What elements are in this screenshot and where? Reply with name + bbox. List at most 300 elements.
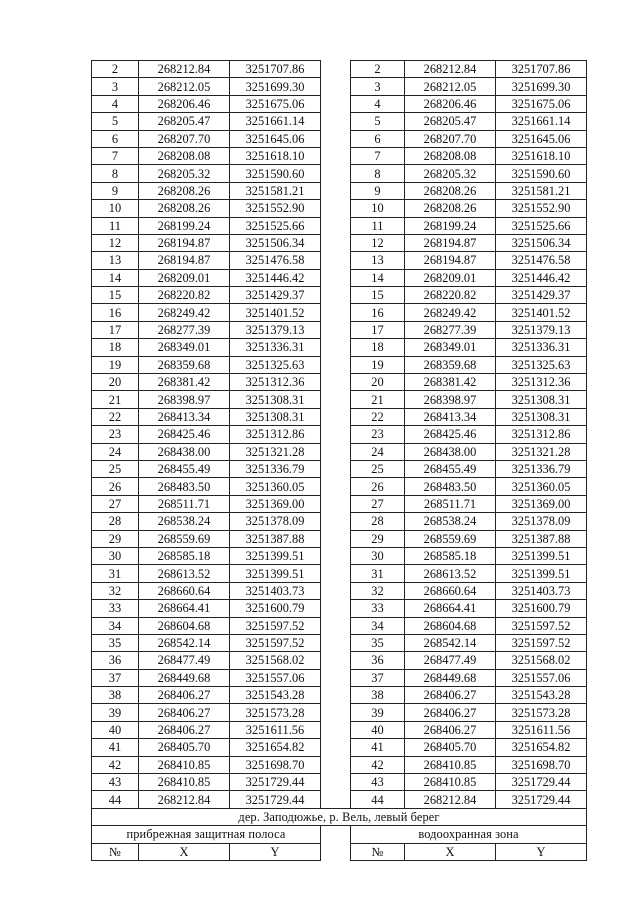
right-point-number-cell: 33 — [351, 600, 405, 617]
right-y-coordinate-cell: 3251369.00 — [496, 495, 587, 512]
table-gap — [321, 339, 351, 356]
right-x-coordinate-cell: 268212.05 — [405, 78, 496, 95]
left-y-coordinate-cell: 3251321.28 — [230, 443, 321, 460]
left-y-coordinate-cell: 3251387.88 — [230, 530, 321, 547]
table-gap — [321, 530, 351, 547]
left-point-number-cell: 22 — [92, 408, 139, 425]
table-gap — [321, 200, 351, 217]
left-x-coordinate-cell: 268359.68 — [139, 356, 230, 373]
table-row — [92, 756, 587, 773]
left-point-number-cell: 39 — [92, 704, 139, 721]
left-point-number-cell: 31 — [92, 565, 139, 582]
left-y-coordinate-cell: 3251446.42 — [230, 269, 321, 286]
table-row — [92, 547, 587, 564]
right-y-coordinate-cell: 3251557.06 — [496, 669, 587, 686]
table-row — [92, 147, 587, 164]
left-y-coordinate-cell: 3251403.73 — [230, 582, 321, 599]
right-y-coordinate-cell: 3251360.05 — [496, 478, 587, 495]
table-row — [92, 774, 587, 791]
table-gap — [321, 547, 351, 564]
table-gap — [321, 460, 351, 477]
table-row — [92, 321, 587, 338]
table-row — [92, 582, 587, 599]
left-point-number-cell: 5 — [92, 113, 139, 130]
table-gap — [321, 843, 351, 860]
left-point-number-cell: 35 — [92, 634, 139, 651]
table-gap — [321, 234, 351, 251]
right-x-coordinate-cell: 268249.42 — [405, 304, 496, 321]
right-y-coordinate-cell: 3251543.28 — [496, 687, 587, 704]
left-x-coordinate-cell: 268199.24 — [139, 217, 230, 234]
right-x-coordinate-cell: 268660.64 — [405, 582, 496, 599]
left-x-coordinate-cell: 268585.18 — [139, 547, 230, 564]
table-gap — [321, 356, 351, 373]
right-y-coordinate-cell: 3251429.37 — [496, 287, 587, 304]
left-x-coordinate-cell: 268208.26 — [139, 200, 230, 217]
left-y-coordinate-cell: 3251729.44 — [230, 774, 321, 791]
right-point-number-cell: 30 — [351, 547, 405, 564]
left-point-number-cell: 19 — [92, 356, 139, 373]
right-point-number-cell: 20 — [351, 374, 405, 391]
left-y-coordinate-cell: 3251308.31 — [230, 391, 321, 408]
table-gap — [321, 61, 351, 78]
right-x-coordinate-cell: 268664.41 — [405, 600, 496, 617]
right-x-coordinate-cell: 268398.97 — [405, 391, 496, 408]
right-point-number-cell: 43 — [351, 774, 405, 791]
right-point-number-cell: 35 — [351, 634, 405, 651]
left-y-coordinate-cell: 3251573.28 — [230, 704, 321, 721]
right-point-number-cell: 9 — [351, 182, 405, 199]
right-y-coordinate-cell: 3251387.88 — [496, 530, 587, 547]
left-y-coordinate-cell: 3251661.14 — [230, 113, 321, 130]
left-y-coordinate-cell: 3251429.37 — [230, 287, 321, 304]
left-x-coordinate-cell: 268425.46 — [139, 426, 230, 443]
right-y-coordinate-cell: 3251581.21 — [496, 182, 587, 199]
right-y-coordinate-cell: 3251312.86 — [496, 426, 587, 443]
left-x-coordinate-cell: 268559.69 — [139, 530, 230, 547]
left-x-coordinate-cell: 268406.27 — [139, 687, 230, 704]
right-y-coordinate-cell: 3251476.58 — [496, 252, 587, 269]
right-x-coordinate-cell: 268538.24 — [405, 513, 496, 530]
left-point-number-cell: 30 — [92, 547, 139, 564]
right-x-coordinate-cell: 268277.39 — [405, 321, 496, 338]
right-point-number-cell: 21 — [351, 391, 405, 408]
right-point-number-cell: 19 — [351, 356, 405, 373]
left-y-coordinate-cell: 3251360.05 — [230, 478, 321, 495]
right-y-coordinate-cell: 3251661.14 — [496, 113, 587, 130]
right-y-coordinate-cell: 3251707.86 — [496, 61, 587, 78]
right-x-coordinate-cell: 268613.52 — [405, 565, 496, 582]
right-y-coordinate-cell: 3251506.34 — [496, 234, 587, 251]
table-gap — [321, 478, 351, 495]
right-point-number-cell: 6 — [351, 130, 405, 147]
right-point-number-cell: 29 — [351, 530, 405, 547]
left-x-coordinate-cell: 268660.64 — [139, 582, 230, 599]
right-x-coordinate-cell: 268413.34 — [405, 408, 496, 425]
right-point-number-cell: 13 — [351, 252, 405, 269]
settlement-caption: дер. Заподюжье, р. Вель, левый берег — [92, 808, 587, 825]
table-row — [92, 791, 587, 808]
left-y-coordinate-cell: 3251325.63 — [230, 356, 321, 373]
right-x-coordinate-cell: 268194.87 — [405, 252, 496, 269]
right-point-number-cell: 16 — [351, 304, 405, 321]
left-x-coordinate-cell: 268410.85 — [139, 756, 230, 773]
left-point-number-cell: 7 — [92, 147, 139, 164]
right-y-coordinate-cell: 3251675.06 — [496, 95, 587, 112]
left-y-coordinate-cell: 3251369.00 — [230, 495, 321, 512]
table-row — [92, 704, 587, 721]
right-y-coordinate-cell: 3251403.73 — [496, 582, 587, 599]
table-row — [92, 443, 587, 460]
table-gap — [321, 287, 351, 304]
right-y-coordinate-cell: 3251321.28 — [496, 443, 587, 460]
right-point-number-cell: 24 — [351, 443, 405, 460]
right-x-coordinate-cell: 268359.68 — [405, 356, 496, 373]
left-y-coordinate-cell: 3251476.58 — [230, 252, 321, 269]
right-point-number-cell: 4 — [351, 95, 405, 112]
right-y-coordinate-cell: 3251729.44 — [496, 791, 587, 808]
right-y-coordinate-cell: 3251597.52 — [496, 634, 587, 651]
right-y-coordinate-cell: 3251308.31 — [496, 408, 587, 425]
table-row — [92, 95, 587, 112]
left-point-number-cell: 20 — [92, 374, 139, 391]
right-y-coordinate-cell: 3251378.09 — [496, 513, 587, 530]
table-row — [92, 391, 587, 408]
left-x-coordinate-cell: 268381.42 — [139, 374, 230, 391]
left-point-number-cell: 13 — [92, 252, 139, 269]
left-y-coordinate-cell: 3251611.56 — [230, 721, 321, 738]
right-point-number-cell: 37 — [351, 669, 405, 686]
left-y-coordinate-cell: 3251401.52 — [230, 304, 321, 321]
left-x-coordinate-cell: 268212.84 — [139, 61, 230, 78]
table-gap — [321, 147, 351, 164]
left-x-coordinate-cell: 268511.71 — [139, 495, 230, 512]
right-y-coordinate-cell: 3251698.70 — [496, 756, 587, 773]
left-x-coordinate-cell: 268477.49 — [139, 652, 230, 669]
table-gap — [321, 791, 351, 808]
table-row — [92, 339, 587, 356]
table-row — [92, 287, 587, 304]
right-point-number-cell: 40 — [351, 721, 405, 738]
left-y-coordinate-cell: 3251312.86 — [230, 426, 321, 443]
left-x-coordinate-cell: 268205.32 — [139, 165, 230, 182]
subheader-row — [92, 826, 587, 843]
right-y-coordinate-cell: 3251573.28 — [496, 704, 587, 721]
right-y-coordinate-cell: 3251312.36 — [496, 374, 587, 391]
right-x-coordinate-cell: 268405.70 — [405, 739, 496, 756]
left-y-coordinate-cell: 3251543.28 — [230, 687, 321, 704]
left-point-number-cell: 24 — [92, 443, 139, 460]
left-point-number-cell: 32 — [92, 582, 139, 599]
right-x-coordinate-cell: 268206.46 — [405, 95, 496, 112]
right-y-coordinate-cell: 3251645.06 — [496, 130, 587, 147]
table-gap — [321, 721, 351, 738]
left-x-coordinate-cell: 268208.08 — [139, 147, 230, 164]
left-x-coordinate-cell: 268542.14 — [139, 634, 230, 651]
left-point-number-cell: 27 — [92, 495, 139, 512]
right-x-coordinate-cell: 268209.01 — [405, 269, 496, 286]
left-x-coordinate-cell: 268405.70 — [139, 739, 230, 756]
table-row — [92, 687, 587, 704]
left-point-number-cell: 3 — [92, 78, 139, 95]
left-x-coordinate-cell: 268413.34 — [139, 408, 230, 425]
right-x-coordinate-cell: 268208.26 — [405, 200, 496, 217]
left-point-number-cell: 10 — [92, 200, 139, 217]
right-x-coordinate-cell: 268585.18 — [405, 547, 496, 564]
right-x-coordinate-cell: 268349.01 — [405, 339, 496, 356]
right-x-coordinate-cell: 268449.68 — [405, 669, 496, 686]
right-y-coordinate-cell: 3251699.30 — [496, 78, 587, 95]
table-gap — [321, 617, 351, 634]
table-gap — [321, 774, 351, 791]
left-y-coordinate-cell: 3251581.21 — [230, 182, 321, 199]
right-y-coordinate-cell: 3251618.10 — [496, 147, 587, 164]
coordinates-table — [91, 60, 587, 861]
right-x-coordinate-cell: 268212.84 — [405, 791, 496, 808]
left-x-coordinate-cell: 268212.84 — [139, 791, 230, 808]
right-x-coordinate-cell: 268194.87 — [405, 234, 496, 251]
left-y-coordinate-cell: 3251379.13 — [230, 321, 321, 338]
left-y-coordinate-cell: 3251308.31 — [230, 408, 321, 425]
left-col-number-header: № — [92, 843, 139, 860]
left-y-coordinate-cell: 3251699.30 — [230, 78, 321, 95]
table-gap — [321, 669, 351, 686]
table-row — [92, 426, 587, 443]
left-y-coordinate-cell: 3251399.51 — [230, 565, 321, 582]
left-point-number-cell: 11 — [92, 217, 139, 234]
table-row — [92, 478, 587, 495]
right-y-coordinate-cell: 3251729.44 — [496, 774, 587, 791]
left-x-coordinate-cell: 268406.27 — [139, 704, 230, 721]
right-x-coordinate-cell: 268477.49 — [405, 652, 496, 669]
right-x-coordinate-cell: 268455.49 — [405, 460, 496, 477]
right-x-coordinate-cell: 268199.24 — [405, 217, 496, 234]
table-row — [92, 652, 587, 669]
right-point-number-cell: 12 — [351, 234, 405, 251]
table-gap — [321, 687, 351, 704]
left-y-coordinate-cell: 3251698.70 — [230, 756, 321, 773]
right-point-number-cell: 31 — [351, 565, 405, 582]
right-x-coordinate-cell: 268425.46 — [405, 426, 496, 443]
left-x-coordinate-cell: 268449.68 — [139, 669, 230, 686]
right-point-number-cell: 11 — [351, 217, 405, 234]
left-x-coordinate-cell: 268398.97 — [139, 391, 230, 408]
right-point-number-cell: 7 — [351, 147, 405, 164]
left-y-coordinate-cell: 3251590.60 — [230, 165, 321, 182]
left-y-coordinate-cell: 3251506.34 — [230, 234, 321, 251]
left-x-coordinate-cell: 268455.49 — [139, 460, 230, 477]
table-row — [92, 513, 587, 530]
left-point-number-cell: 40 — [92, 721, 139, 738]
right-y-coordinate-cell: 3251552.90 — [496, 200, 587, 217]
right-point-number-cell: 38 — [351, 687, 405, 704]
right-y-coordinate-cell: 3251379.13 — [496, 321, 587, 338]
right-x-coordinate-cell: 268406.27 — [405, 704, 496, 721]
table-gap — [321, 408, 351, 425]
table-row — [92, 61, 587, 78]
left-point-number-cell: 15 — [92, 287, 139, 304]
left-point-number-cell: 38 — [92, 687, 139, 704]
table-gap — [321, 426, 351, 443]
right-point-number-cell: 36 — [351, 652, 405, 669]
right-x-coordinate-cell: 268438.00 — [405, 443, 496, 460]
left-point-number-cell: 28 — [92, 513, 139, 530]
table-gap — [321, 217, 351, 234]
table-gap — [321, 165, 351, 182]
table-row — [92, 408, 587, 425]
right-point-number-cell: 26 — [351, 478, 405, 495]
left-y-coordinate-cell: 3251336.31 — [230, 339, 321, 356]
table-gap — [321, 652, 351, 669]
right-point-number-cell: 39 — [351, 704, 405, 721]
table-gap — [321, 113, 351, 130]
table-gap — [321, 582, 351, 599]
left-point-number-cell: 4 — [92, 95, 139, 112]
table-row — [92, 669, 587, 686]
left-point-number-cell: 23 — [92, 426, 139, 443]
table-gap — [321, 443, 351, 460]
left-x-coordinate-cell: 268209.01 — [139, 269, 230, 286]
right-point-number-cell: 14 — [351, 269, 405, 286]
left-point-number-cell: 9 — [92, 182, 139, 199]
left-x-coordinate-cell: 268349.01 — [139, 339, 230, 356]
right-point-number-cell: 34 — [351, 617, 405, 634]
right-x-coordinate-cell: 268220.82 — [405, 287, 496, 304]
left-point-number-cell: 25 — [92, 460, 139, 477]
right-point-number-cell: 42 — [351, 756, 405, 773]
right-x-coordinate-cell: 268205.47 — [405, 113, 496, 130]
left-y-coordinate-cell: 3251525.66 — [230, 217, 321, 234]
left-x-coordinate-cell: 268206.46 — [139, 95, 230, 112]
left-x-coordinate-cell: 268410.85 — [139, 774, 230, 791]
right-y-coordinate-cell: 3251446.42 — [496, 269, 587, 286]
table-gap — [321, 565, 351, 582]
right-x-coordinate-cell: 268483.50 — [405, 478, 496, 495]
right-x-coordinate-cell: 268381.42 — [405, 374, 496, 391]
left-point-number-cell: 21 — [92, 391, 139, 408]
right-y-coordinate-cell: 3251401.52 — [496, 304, 587, 321]
table-row — [92, 217, 587, 234]
table-gap — [321, 391, 351, 408]
table-gap — [321, 304, 351, 321]
right-point-number-cell: 17 — [351, 321, 405, 338]
table-gap — [321, 634, 351, 651]
table-gap — [321, 600, 351, 617]
left-point-number-cell: 16 — [92, 304, 139, 321]
table-row — [92, 530, 587, 547]
left-point-number-cell: 37 — [92, 669, 139, 686]
right-point-number-cell: 2 — [351, 61, 405, 78]
left-y-coordinate-cell: 3251336.79 — [230, 460, 321, 477]
table-row — [92, 113, 587, 130]
right-y-coordinate-cell: 3251525.66 — [496, 217, 587, 234]
table-row — [92, 182, 587, 199]
table-gap — [321, 78, 351, 95]
right-y-coordinate-cell: 3251590.60 — [496, 165, 587, 182]
left-col-y-header: Y — [230, 843, 321, 860]
right-point-number-cell: 44 — [351, 791, 405, 808]
coordinates-table-body — [92, 61, 587, 861]
left-y-coordinate-cell: 3251597.52 — [230, 617, 321, 634]
table-row — [92, 634, 587, 651]
left-y-coordinate-cell: 3251729.44 — [230, 791, 321, 808]
left-y-coordinate-cell: 3251645.06 — [230, 130, 321, 147]
left-y-coordinate-cell: 3251707.86 — [230, 61, 321, 78]
left-y-coordinate-cell: 3251600.79 — [230, 600, 321, 617]
table-gap — [321, 826, 351, 843]
table-row — [92, 252, 587, 269]
table-row — [92, 460, 587, 477]
left-x-coordinate-cell: 268613.52 — [139, 565, 230, 582]
right-point-number-cell: 25 — [351, 460, 405, 477]
left-x-coordinate-cell: 268194.87 — [139, 252, 230, 269]
right-point-number-cell: 8 — [351, 165, 405, 182]
left-point-number-cell: 12 — [92, 234, 139, 251]
right-x-coordinate-cell: 268410.85 — [405, 774, 496, 791]
left-x-coordinate-cell: 268538.24 — [139, 513, 230, 530]
right-point-number-cell: 22 — [351, 408, 405, 425]
left-y-coordinate-cell: 3251557.06 — [230, 669, 321, 686]
left-y-coordinate-cell: 3251552.90 — [230, 200, 321, 217]
left-y-coordinate-cell: 3251654.82 — [230, 739, 321, 756]
right-point-number-cell: 3 — [351, 78, 405, 95]
left-point-number-cell: 42 — [92, 756, 139, 773]
left-x-coordinate-cell: 268664.41 — [139, 600, 230, 617]
right-point-number-cell: 15 — [351, 287, 405, 304]
left-y-coordinate-cell: 3251597.52 — [230, 634, 321, 651]
right-y-coordinate-cell: 3251654.82 — [496, 739, 587, 756]
right-x-coordinate-cell: 268406.27 — [405, 721, 496, 738]
left-point-number-cell: 18 — [92, 339, 139, 356]
left-point-number-cell: 14 — [92, 269, 139, 286]
left-y-coordinate-cell: 3251618.10 — [230, 147, 321, 164]
left-x-coordinate-cell: 268220.82 — [139, 287, 230, 304]
right-point-number-cell: 27 — [351, 495, 405, 512]
left-point-number-cell: 2 — [92, 61, 139, 78]
left-point-number-cell: 6 — [92, 130, 139, 147]
table-row — [92, 739, 587, 756]
table-gap — [321, 513, 351, 530]
right-x-coordinate-cell: 268205.32 — [405, 165, 496, 182]
left-x-coordinate-cell: 268205.47 — [139, 113, 230, 130]
right-y-coordinate-cell: 3251399.51 — [496, 565, 587, 582]
table-gap — [321, 95, 351, 112]
left-point-number-cell: 17 — [92, 321, 139, 338]
right-point-number-cell: 5 — [351, 113, 405, 130]
left-point-number-cell: 44 — [92, 791, 139, 808]
left-x-coordinate-cell: 268194.87 — [139, 234, 230, 251]
left-y-coordinate-cell: 3251399.51 — [230, 547, 321, 564]
table-gap — [321, 704, 351, 721]
left-point-number-cell: 26 — [92, 478, 139, 495]
table-gap — [321, 739, 351, 756]
right-point-number-cell: 23 — [351, 426, 405, 443]
left-x-coordinate-cell: 268249.42 — [139, 304, 230, 321]
right-x-coordinate-cell: 268208.26 — [405, 182, 496, 199]
left-y-coordinate-cell: 3251568.02 — [230, 652, 321, 669]
right-point-number-cell: 32 — [351, 582, 405, 599]
right-y-coordinate-cell: 3251568.02 — [496, 652, 587, 669]
right-point-number-cell: 10 — [351, 200, 405, 217]
table-row — [92, 721, 587, 738]
table-gap — [321, 321, 351, 338]
table-row — [92, 200, 587, 217]
right-y-coordinate-cell: 3251308.31 — [496, 391, 587, 408]
left-x-coordinate-cell: 268207.70 — [139, 130, 230, 147]
table-row — [92, 78, 587, 95]
table-gap — [321, 495, 351, 512]
table-row — [92, 565, 587, 582]
